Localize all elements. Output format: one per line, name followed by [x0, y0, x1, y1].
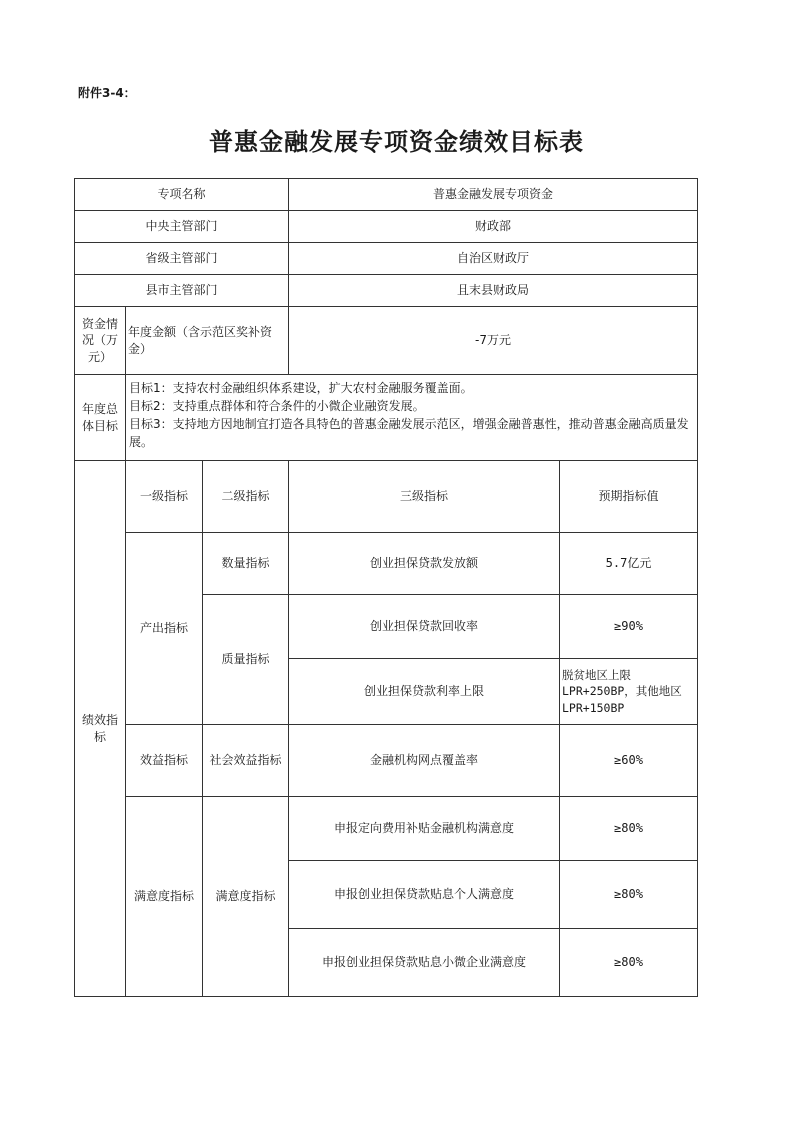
value-interest-cap-line2: LPR+250BP，其他地区	[562, 684, 682, 699]
indicator-recovery-rate: 创业担保贷款回收率	[289, 595, 560, 659]
performance-target-table	[74, 178, 698, 997]
table-row	[75, 533, 698, 595]
county-dept-row	[75, 275, 698, 307]
project-name-label: 专项名称	[75, 179, 289, 211]
value-sme-satisfaction: ≥80%	[560, 929, 698, 997]
annual-goals-label: 年度总体目标	[75, 375, 126, 461]
indicator-individual-satisfaction: 申报创业担保贷款贴息个人满意度	[289, 861, 560, 929]
performance-label: 绩效指标	[75, 461, 126, 997]
header-expected: 预期指标值	[560, 461, 698, 533]
annual-goals-row	[75, 375, 698, 461]
value-recovery-rate: ≥90%	[560, 595, 698, 659]
table-row	[75, 797, 698, 861]
page-title: 普惠金融发展专项资金绩效目标表	[209, 128, 584, 156]
benefit-level1: 效益指标	[126, 725, 203, 797]
header-level1: 一级指标	[126, 461, 203, 533]
project-name-row	[75, 179, 698, 211]
goal-3: 目标3：支持地方因地制宜打造各具特色的普惠金融发展示范区，增强金融普惠性，推动普惠金融高质量发展。	[129, 417, 689, 449]
indicator-interest-cap: 创业担保贷款利率上限	[289, 659, 560, 725]
performance-header-row	[75, 461, 698, 533]
value-institution-satisfaction: ≥80%	[560, 797, 698, 861]
indicator-loan-amount: 创业担保贷款发放额	[289, 533, 560, 595]
output-quality-level2: 质量指标	[203, 595, 289, 725]
funding-item-label: 年度金额（含示范区奖补资金）	[126, 307, 289, 375]
value-individual-satisfaction: ≥80%	[560, 861, 698, 929]
value-loan-amount: 5.7亿元	[560, 533, 698, 595]
project-name-value: 普惠金融发展专项资金	[289, 179, 698, 211]
satisfaction-level2: 满意度指标	[203, 797, 289, 997]
attachment-label: 附件3-4：	[78, 86, 136, 100]
value-interest-cap	[560, 659, 698, 725]
output-quantity-level2: 数量指标	[203, 533, 289, 595]
satisfaction-level1: 满意度指标	[126, 797, 203, 997]
benefit-level2: 社会效益指标	[203, 725, 289, 797]
output-level1: 产出指标	[126, 533, 203, 725]
value-interest-cap-line1: 脱贫地区上限	[562, 668, 631, 683]
central-dept-value: 财政部	[289, 211, 698, 243]
county-dept-value: 且末县财政局	[289, 275, 698, 307]
funding-row	[75, 307, 698, 375]
indicator-branch-coverage: 金融机构网点覆盖率	[289, 725, 560, 797]
provincial-dept-value: 自治区财政厅	[289, 243, 698, 275]
funding-amount: -7万元	[289, 307, 698, 375]
annual-goals-content	[126, 375, 698, 461]
county-dept-label: 县市主管部门	[75, 275, 289, 307]
provincial-dept-row	[75, 243, 698, 275]
goal-2: 目标2：支持重点群体和符合条件的小微企业融资发展。	[129, 399, 425, 413]
goal-1: 目标1：支持农村金融组织体系建设，扩大农村金融服务覆盖面。	[129, 381, 473, 395]
central-dept-row	[75, 211, 698, 243]
header-level2: 二级指标	[203, 461, 289, 533]
indicator-sme-satisfaction: 申报创业担保贷款贴息小微企业满意度	[289, 929, 560, 997]
indicator-institution-satisfaction: 申报定向费用补贴金融机构满意度	[289, 797, 560, 861]
value-branch-coverage: ≥60%	[560, 725, 698, 797]
central-dept-label: 中央主管部门	[75, 211, 289, 243]
value-interest-cap-line3: LPR+150BP	[562, 700, 625, 715]
provincial-dept-label: 省级主管部门	[75, 243, 289, 275]
table-row	[75, 725, 698, 797]
funding-label: 资金情况（万元）	[75, 307, 126, 375]
header-level3: 三级指标	[289, 461, 560, 533]
